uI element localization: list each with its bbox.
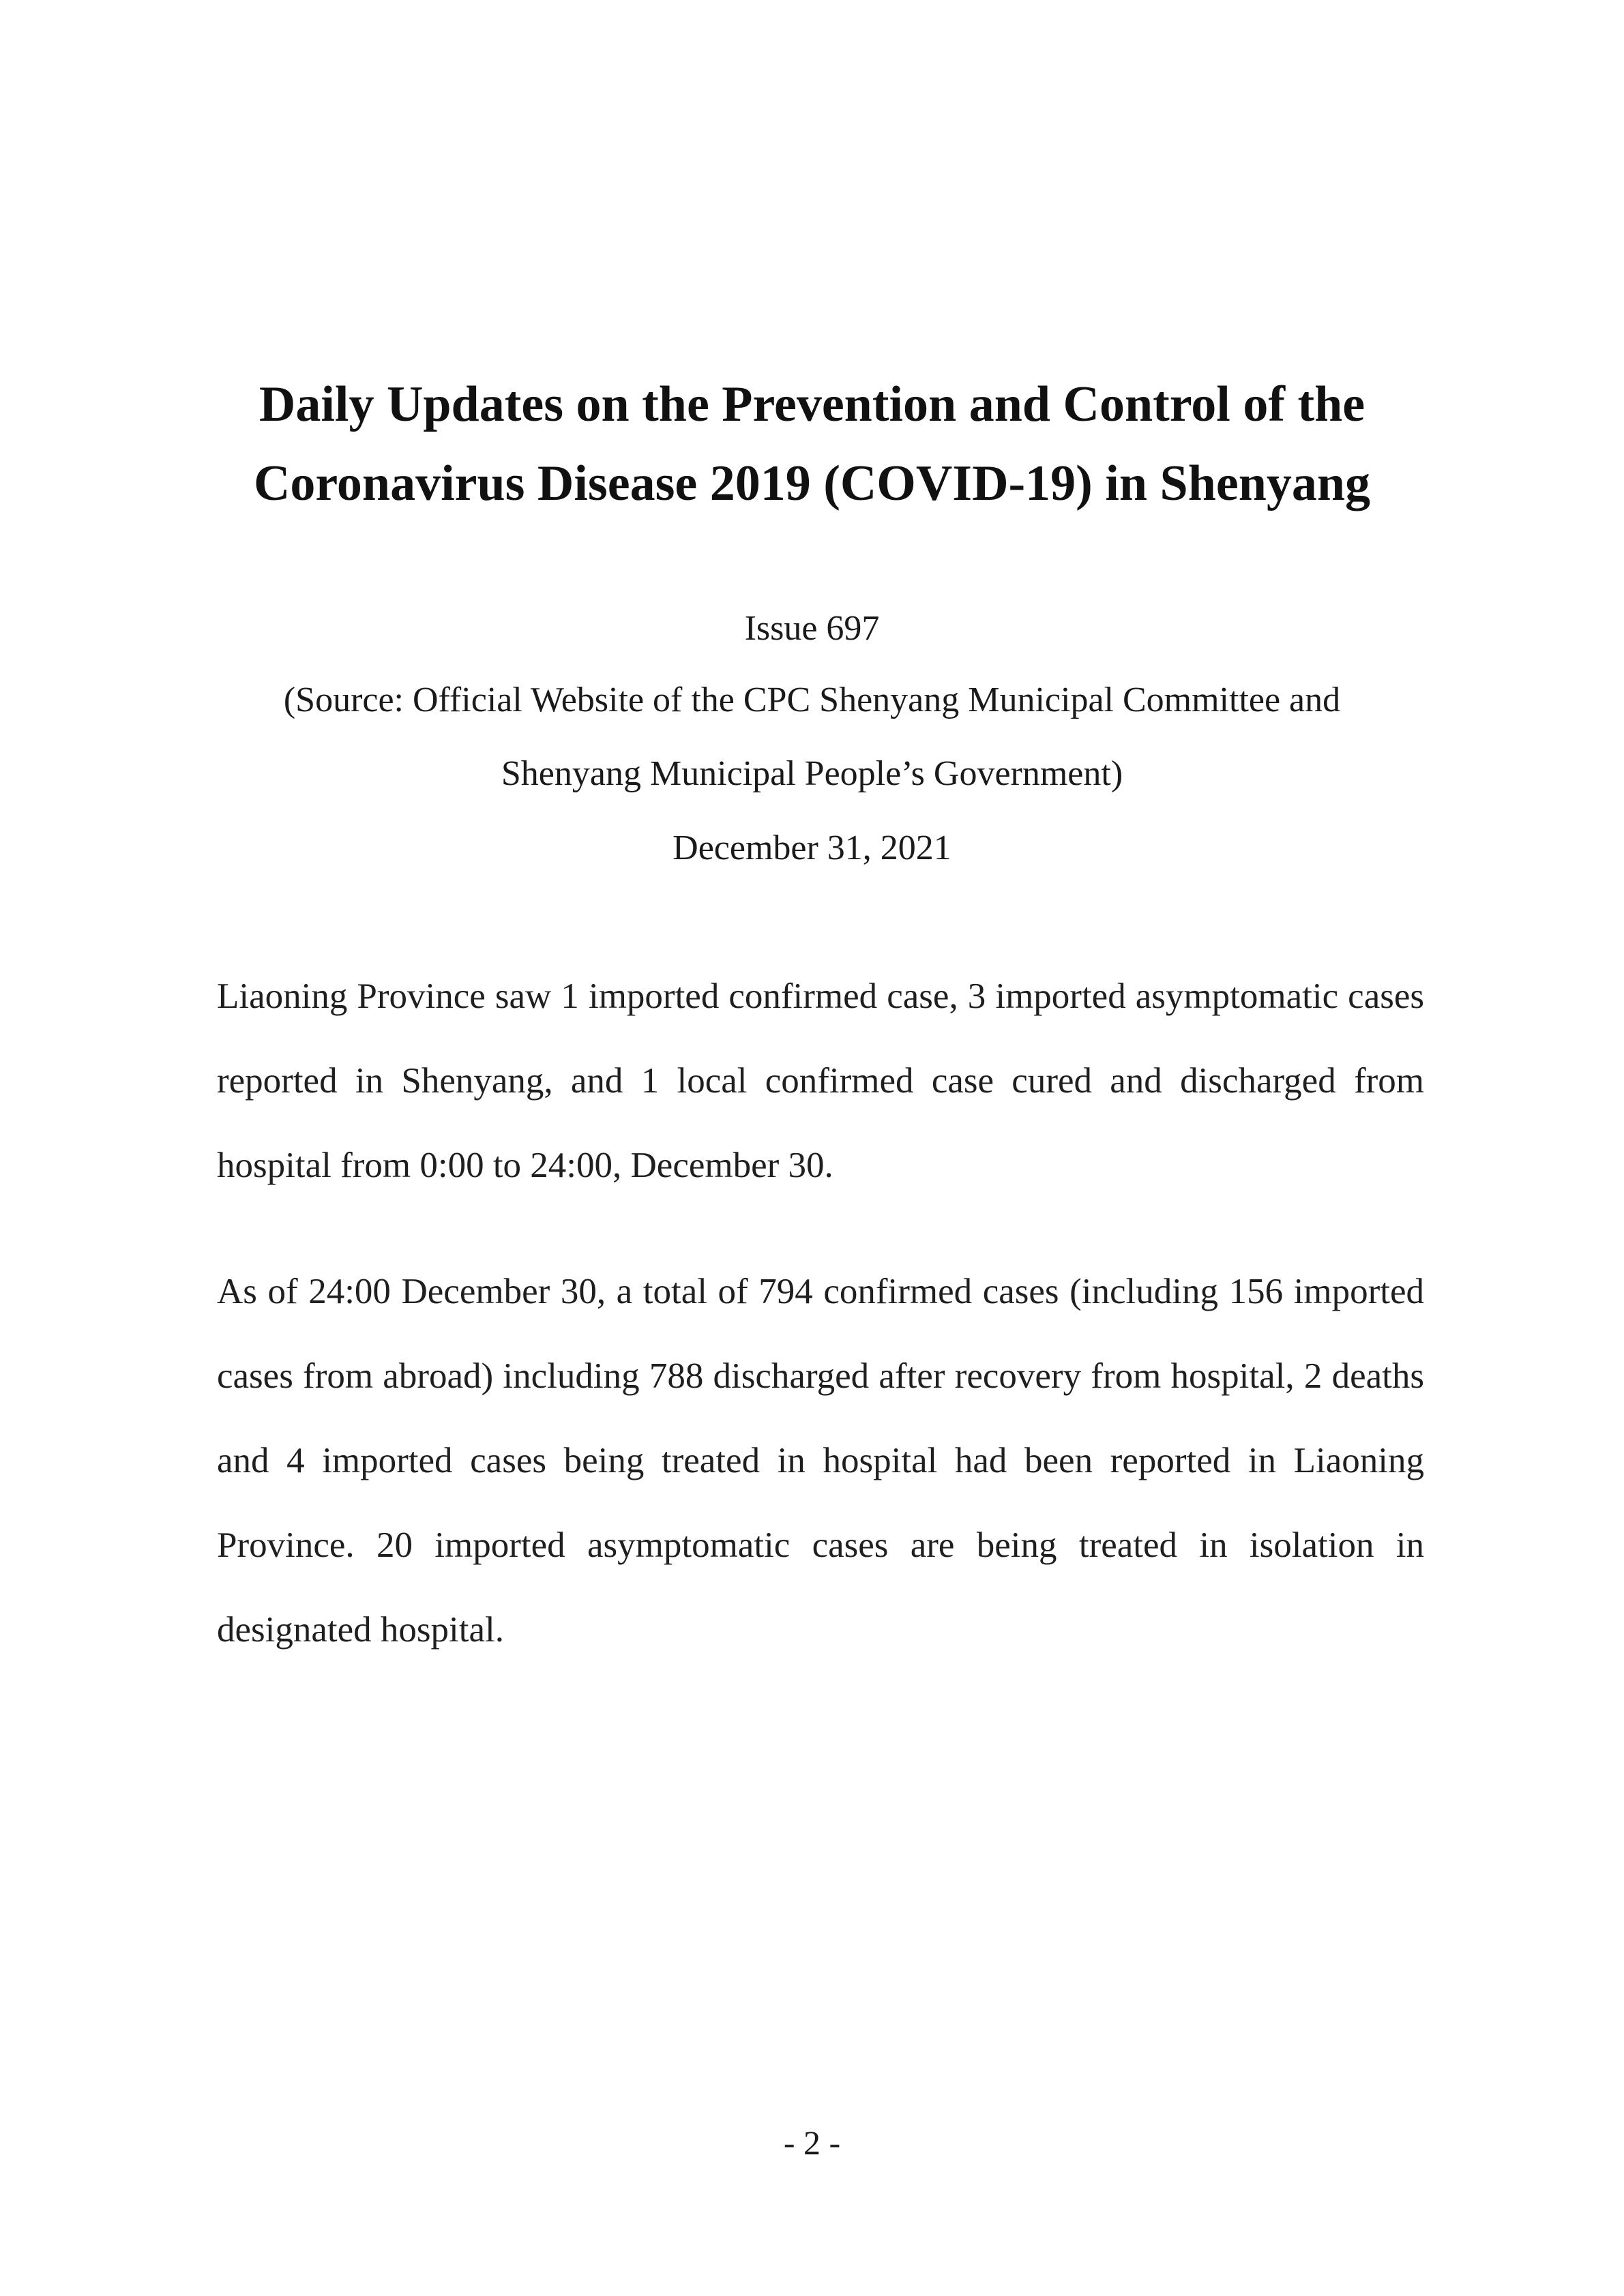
- issue-number: Issue 697: [744, 609, 880, 648]
- page-number: - 2 -: [783, 2123, 841, 2162]
- source-line-2: Shenyang Municipal People’s Government): [501, 754, 1123, 793]
- body-paragraph-1: Liaoning Province saw 1 imported confirmed case, 3 imported asymptomatic cases reported in Shenyang, and 1 local confirmed case cured and discharged from hospital from 0:00 to 24:00, December 30.: [217, 976, 1424, 1185]
- document-title: Daily Updates on the Prevention and Control of the Coronavirus Disease 2019 (COVID-19) in Shenyang: [253, 376, 1371, 511]
- body-paragraph-2: As of 24:00 December 30, a total of 794 confirmed cases (including 156 imported cases from abroad) including 788 discharged after recovery from hospital, 2 deaths and 4 imported cases being treated in hospital had been reported in Liaoning Province. 20 imported asymptomatic cases are being treated in isolation in designated hospital.: [217, 1272, 1424, 1650]
- publication-date: December 31, 2021: [673, 829, 951, 867]
- source-line-1: (Source: Official Website of the CPC Shenyang Municipal Committee and: [283, 681, 1341, 719]
